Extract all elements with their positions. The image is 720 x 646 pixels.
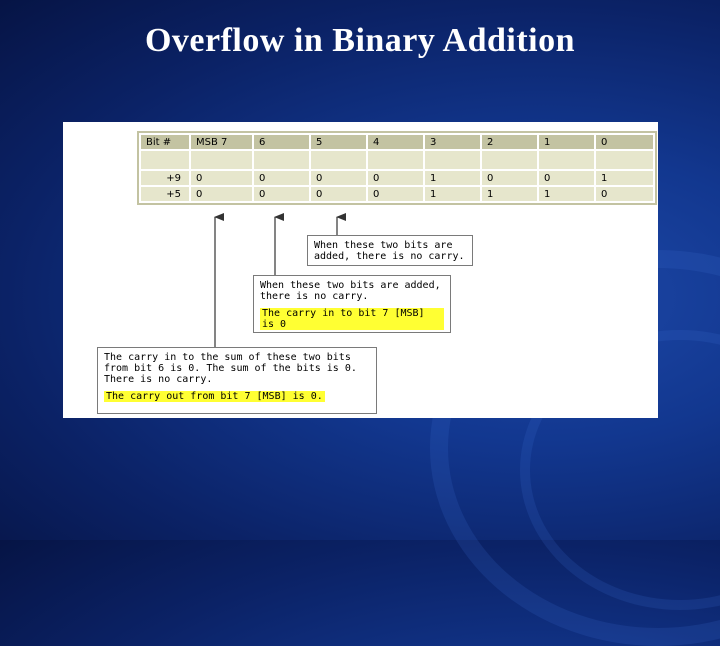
bit-cell: 0 [595, 186, 654, 202]
bit-cell: 0 [367, 186, 424, 202]
header-cell: MSB 7 [190, 134, 253, 150]
bit-cell: 0 [538, 170, 595, 186]
figure-panel [63, 122, 658, 418]
bit-cell: 1 [538, 186, 595, 202]
bit-cell: 1 [424, 186, 481, 202]
header-cell: 3 [424, 134, 481, 150]
row-label: +5 [140, 186, 190, 202]
bit-cell: 0 [253, 170, 310, 186]
row-label: +9 [140, 170, 190, 186]
bit-cell: 1 [481, 186, 538, 202]
header-cell: 6 [253, 134, 310, 150]
bit-cell: 0 [481, 170, 538, 186]
note-bit5 [307, 235, 473, 266]
note-bit6-text: When these two bits are added, there is no carry. [260, 280, 441, 302]
header-cell: 0 [595, 134, 654, 150]
bit-cell: 0 [190, 186, 253, 202]
header-cell: 4 [367, 134, 424, 150]
bit-cell: 0 [190, 170, 253, 186]
bit-cell: 0 [253, 186, 310, 202]
note-bit7-highlight: The carry out from bit 7 [MSB] is 0. [106, 391, 323, 402]
header-cell: 1 [538, 134, 595, 150]
note-bit7 [97, 347, 377, 414]
header-cell: 5 [310, 134, 367, 150]
bit-cell: 1 [424, 170, 481, 186]
slide-title: Overflow in Binary Addition [144, 22, 576, 59]
note-bit6 [253, 275, 451, 333]
note-bit5-text: When these two bits are added, there is no carry. [314, 240, 465, 262]
bit-cell: 0 [310, 170, 367, 186]
bit-cell: 0 [310, 186, 367, 202]
bit-cell: 1 [595, 170, 654, 186]
note-bit6-highlight: The carry in to bit 7 [MSB] is 0 [260, 308, 444, 330]
note-bit7-text: The carry in to the sum of these two bits from bit 6 is 0. The sum of the bits is 0. There is no carry. [104, 352, 357, 385]
header-cell: Bit # [140, 134, 190, 150]
bit-cell: 0 [367, 170, 424, 186]
header-cell: 2 [481, 134, 538, 150]
